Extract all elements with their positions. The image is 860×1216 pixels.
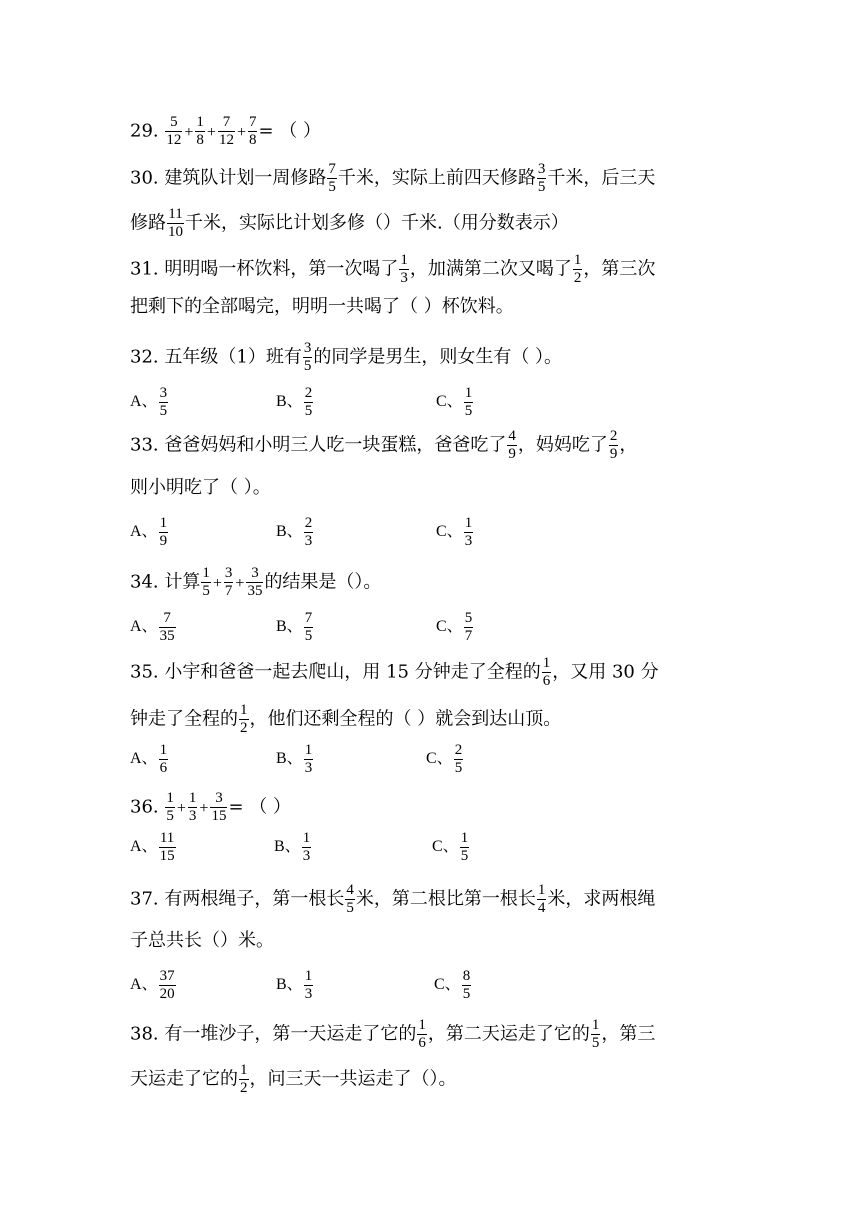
question-text: 计算 bbox=[164, 571, 201, 593]
question-number: 31. bbox=[130, 258, 159, 280]
question-text: 钟走了全程的 bbox=[130, 708, 238, 730]
question-text: 的结果是（）。 bbox=[264, 571, 382, 593]
question-37 bbox=[130, 882, 655, 917]
option-b: B、 $\frac{1}{3}$ bbox=[276, 742, 313, 776]
fraction: $\frac{2}{9}$ bbox=[609, 428, 618, 462]
option-a: A、 $\frac{3}{5}$ bbox=[130, 385, 168, 419]
fraction: $\frac{3}{15}$ bbox=[211, 790, 227, 824]
fraction: $\frac{5}{12}$ bbox=[166, 114, 182, 148]
fraction: $\frac{1}{3}$ bbox=[400, 252, 408, 286]
option-c: C、 $\frac{5}{7}$ bbox=[436, 610, 473, 644]
question-text: 天运走了它的 bbox=[130, 1068, 238, 1090]
fraction: $\frac{1}{5}$ bbox=[166, 790, 174, 824]
question-text: 千米，实际上前四天修路 bbox=[337, 167, 536, 189]
question-text: ，问三天一共运走了（）。 bbox=[249, 1068, 457, 1090]
question-38 bbox=[130, 1017, 655, 1052]
question-text: ，第三 bbox=[601, 1023, 656, 1045]
fraction: $\frac{1}{6}$ bbox=[542, 655, 551, 689]
question-33 bbox=[130, 428, 637, 463]
option-b: B、 $\frac{1}{3}$ bbox=[276, 968, 313, 1002]
option-c: C、 $\frac{2}{5}$ bbox=[426, 742, 463, 776]
fraction: $\frac{1}{2}$ bbox=[240, 702, 248, 736]
question-33-line-2 bbox=[130, 478, 271, 498]
question-number: 29. bbox=[130, 120, 159, 142]
fraction: $\frac{1}{2}$ bbox=[240, 1062, 248, 1096]
question-number: 30. bbox=[130, 167, 159, 189]
option-a: A、 $\frac{1}{9}$ bbox=[130, 515, 168, 549]
option-b: B、 $\frac{7}{5}$ bbox=[276, 610, 313, 644]
question-text: 把剩下的全部喝完，明明一共喝了（ ）杯饮料。 bbox=[130, 296, 514, 317]
option-b: B、 $\frac{1}{3}$ bbox=[274, 830, 311, 864]
option-b: B、 $\frac{2}{5}$ bbox=[276, 385, 313, 419]
question-text: ，他们还剩全程的（ ）就会到达山顶。 bbox=[249, 708, 562, 730]
question-text: ，第二天运走了它的 bbox=[427, 1023, 590, 1045]
question-text: 米，第二根比第一根长 bbox=[355, 888, 536, 910]
fraction: $\frac{1}{5}$ bbox=[202, 565, 210, 599]
question-32 bbox=[130, 340, 562, 375]
option-a: A、 $\frac{11}{15}$ bbox=[130, 830, 175, 864]
question-text: ，又用 30 分 bbox=[552, 661, 659, 683]
question-text: 五年级（1）班有 bbox=[164, 346, 302, 368]
question-text: ，第三次 bbox=[583, 258, 656, 280]
question-text: 修路 bbox=[130, 212, 166, 234]
fraction: $\frac{1}{2}$ bbox=[573, 252, 582, 286]
fraction: $\frac{3}{7}$ bbox=[224, 565, 233, 599]
option-b: B、 $\frac{2}{3}$ bbox=[276, 515, 313, 549]
question-text: 的同学是男生，则女生有（ ）。 bbox=[313, 346, 563, 368]
fraction: $\frac{4}{5}$ bbox=[346, 882, 354, 916]
fraction: $\frac{3}{5}$ bbox=[303, 340, 312, 374]
answer-blank: = （ ） bbox=[228, 796, 291, 818]
question-number: 33. bbox=[130, 434, 159, 456]
question-text: ， bbox=[619, 434, 638, 456]
option-c: C、 $\frac{1}{5}$ bbox=[432, 830, 469, 864]
question-35 bbox=[130, 655, 659, 690]
question-number: 32. bbox=[130, 346, 159, 368]
option-a: A、 $\frac{7}{35}$ bbox=[130, 610, 175, 644]
fraction: $\frac{4}{9}$ bbox=[508, 428, 516, 462]
question-number: 37. bbox=[130, 888, 159, 910]
question-text: 有两根绳子，第一根长 bbox=[164, 888, 345, 910]
fraction: $\frac{11}{10}$ bbox=[168, 206, 183, 240]
question-text: 建筑队计划一周修路 bbox=[164, 167, 327, 189]
question-30-line-2 bbox=[130, 206, 569, 241]
fraction: $\frac{1}{6}$ bbox=[418, 1017, 426, 1051]
question-31 bbox=[130, 252, 655, 287]
question-38-line-2 bbox=[130, 1062, 457, 1097]
fraction: $\frac{1}{3}$ bbox=[188, 790, 197, 824]
question-number: 35. bbox=[130, 661, 159, 683]
question-number: 36. bbox=[130, 796, 159, 818]
question-text: 有一堆沙子，第一天运走了它的 bbox=[164, 1023, 417, 1045]
question-34: 34. 计算 $\frac{1}{5}$ + $\frac{3}{7}$ + $\frac{3}{35}$ 的结果是（）。 bbox=[130, 565, 382, 599]
question-text: 则小明吃了（ ）。 bbox=[130, 477, 271, 498]
question-35-line-2 bbox=[130, 702, 561, 737]
question-text: 米，求两根绳 bbox=[547, 888, 656, 910]
question-text: 明明喝一杯饮料，第一次喝了 bbox=[164, 258, 399, 280]
option-a: A、 $\frac{37}{20}$ bbox=[130, 968, 175, 1002]
question-29: 29. $\frac{5}{12}$ + $\frac{1}{8}$ + $\frac{7}{12}$ + $\frac{7}{8}$ = （ ） bbox=[130, 114, 321, 148]
option-a: A、 $\frac{1}{6}$ bbox=[130, 742, 168, 776]
option-c: C、 $\frac{8}{5}$ bbox=[434, 968, 471, 1002]
question-text: 爸爸妈妈和小明三人吃一块蛋糕，爸爸吃了 bbox=[164, 434, 507, 456]
fraction: $\frac{7}{8}$ bbox=[248, 114, 257, 148]
question-text: ，加满第二次又喝了 bbox=[409, 258, 572, 280]
question-number: 34. bbox=[130, 571, 159, 593]
question-text: 千米，后三天 bbox=[547, 167, 656, 189]
answer-blank: = （ ） bbox=[258, 120, 321, 142]
fraction: $\frac{1}{8}$ bbox=[196, 114, 204, 148]
fraction: $\frac{7}{12}$ bbox=[218, 114, 234, 148]
fraction: $\frac{1}{5}$ bbox=[591, 1017, 600, 1051]
question-number: 38. bbox=[130, 1023, 159, 1045]
question-text: 千米，实际比计划多修（）千米.（用分数表示） bbox=[185, 212, 569, 234]
question-30 bbox=[130, 161, 655, 196]
fraction: $\frac{1}{4}$ bbox=[537, 882, 546, 916]
fraction: $\frac{3}{5}$ bbox=[537, 161, 546, 195]
question-31-line-2 bbox=[130, 297, 514, 317]
fraction: $\frac{3}{35}$ bbox=[247, 565, 263, 599]
question-text: 小宇和爸爸一起去爬山，用 15 分钟走了全程的 bbox=[164, 661, 541, 683]
question-36: 36. $\frac{1}{5}$ + $\frac{1}{3}$ + $\frac{3}{15}$ = （ ） bbox=[130, 790, 291, 824]
question-text: ，妈妈吃了 bbox=[517, 434, 608, 456]
question-text: 子总共长（）米。 bbox=[130, 930, 274, 951]
fraction: $\frac{7}{5}$ bbox=[328, 161, 336, 195]
option-c: C、 $\frac{1}{3}$ bbox=[436, 515, 473, 549]
option-c: C、 $\frac{1}{5}$ bbox=[436, 385, 473, 419]
question-37-line-2 bbox=[130, 931, 274, 951]
